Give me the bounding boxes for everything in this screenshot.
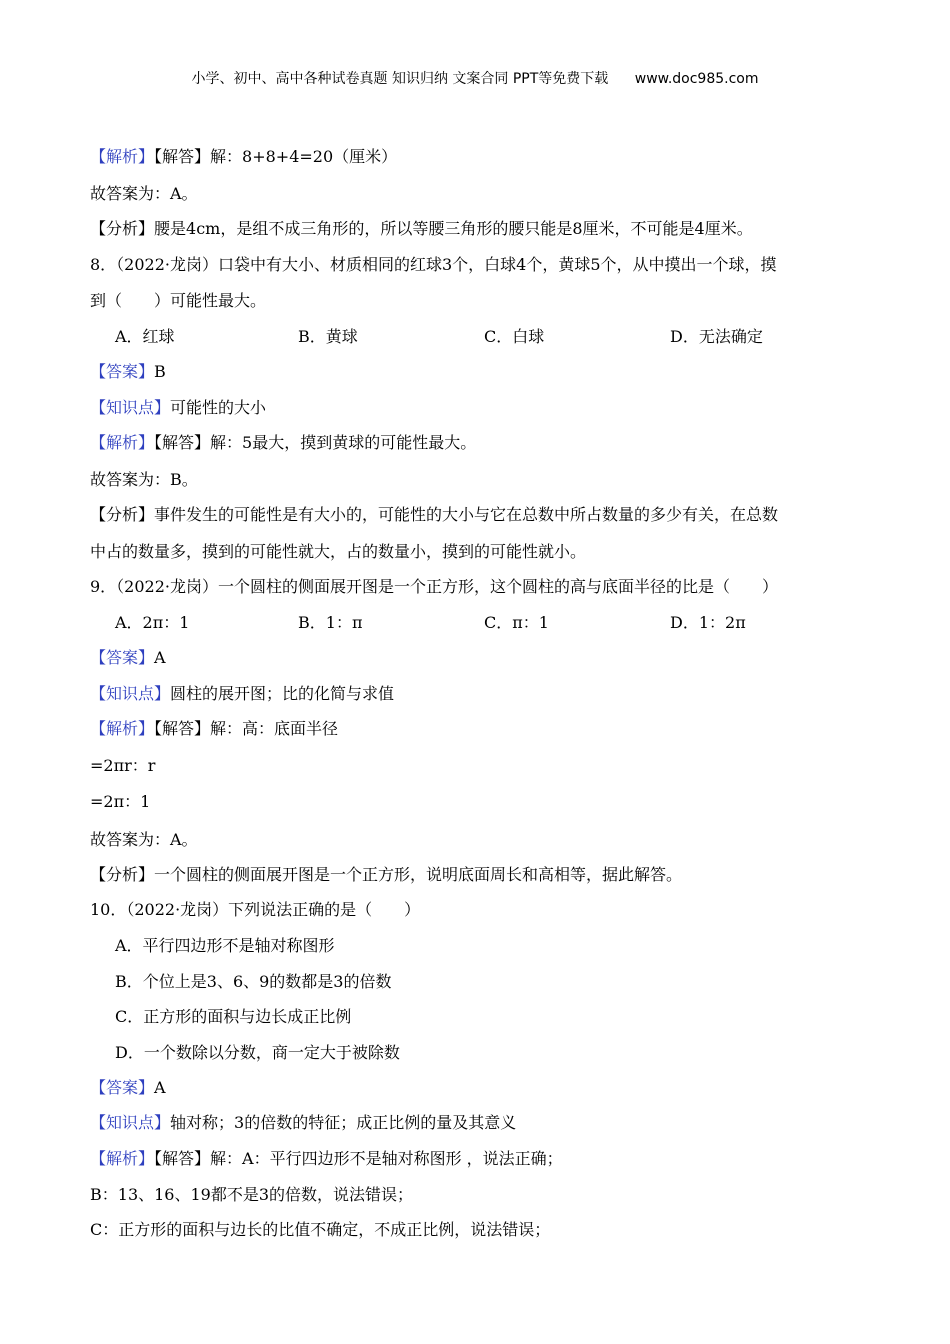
q9-answer: A <box>154 648 166 667</box>
q10-zhishidian-line <box>90 1112 516 1134</box>
q9-step1: =2πr：r <box>90 756 156 775</box>
q9-jiexi-line <box>90 718 338 740</box>
q10-stem: 10．（2022·龙岗）下列说法正确的是（ ） <box>90 900 421 919</box>
q9-fenxi-line <box>90 864 682 886</box>
zhishidian-tag: 【知识点】 <box>90 398 171 417</box>
jieda-tag: 【解答】 <box>154 147 211 166</box>
page-header <box>0 68 950 88</box>
q9-zhishidian-line <box>90 683 394 705</box>
q8-option-b: B．黄球 <box>298 327 358 346</box>
jiexi-tag: 【解析】 <box>90 433 155 452</box>
q8-zhishidian-line <box>90 397 266 419</box>
header-site-link[interactable]: www.doc985.com <box>634 71 759 87</box>
q8-option-c: C．白球 <box>484 327 545 346</box>
q7-fenxi-text: 腰是4cm，是组不成三角形的，所以等腰三角形的腰只能是8厘米，不可能是4厘米。 <box>154 219 753 238</box>
q8-guda: 故答案为：B。 <box>90 470 198 489</box>
q10-zhishidian: 轴对称；3的倍数的特征；成正比例的量及其意义 <box>170 1113 517 1132</box>
header-text: 小学、初中、高中各种试卷真题 知识归纳 文案合同 PPT等免费下载 <box>191 71 609 87</box>
q10-answer: A <box>154 1078 166 1097</box>
zhishidian-tag: 【知识点】 <box>90 684 171 703</box>
q9-jiexi-text: 解：高：底面半径 <box>210 719 339 738</box>
q10-line-c: C：正方形的面积与边长的比值不确定，不成正比例，说法错误； <box>90 1220 551 1239</box>
q8-option-a: A．红球 <box>115 327 175 346</box>
q10-option-c: C．正方形的面积与边长成正比例 <box>115 1007 352 1026</box>
q8-answer-line <box>90 361 166 383</box>
jieda-tag: 【解答】 <box>154 1149 211 1168</box>
q9-option-a: A．2π：1 <box>115 613 190 632</box>
jiexi-tag: 【解析】 <box>90 719 155 738</box>
q7-fenxi-line <box>90 218 753 240</box>
q9-zhishidian: 圆柱的展开图；比的化简与求值 <box>170 684 395 703</box>
q7-jiexi-text: 解：8+8+4=20（厘米） <box>210 147 398 166</box>
q8-fenxi-line1 <box>90 504 778 526</box>
q9-answer-line <box>90 647 166 669</box>
jieda-tag: 【解答】 <box>154 433 211 452</box>
q9-guda: 故答案为：A。 <box>90 830 198 849</box>
q10-answer-line <box>90 1077 166 1099</box>
q8-stem-line1: 8．（2022·龙岗）口袋中有大小、材质相同的红球3个，白球4个，黄球5个，从中摸出一个球，摸 <box>90 255 777 274</box>
daan-tag: 【答案】 <box>90 648 155 667</box>
q8-fenxi-text1: 事件发生的可能性是有大小的，可能性的大小与它在总数中所占数量的多少有关，在总数 <box>154 505 779 524</box>
q10-option-b: B．个位上是3、6、9的数都是3的倍数 <box>115 972 392 991</box>
q10-line-b: B：13、16、19都不是3的倍数，说法错误； <box>90 1185 414 1204</box>
q8-jiexi-text: 解：5最大，摸到黄球的可能性最大。 <box>210 433 477 452</box>
q8-zhishidian: 可能性的大小 <box>170 398 267 417</box>
q9-option-c: C．π：1 <box>484 613 549 632</box>
fenxi-tag: 【分析】 <box>90 865 155 884</box>
q10-jiexi-text: 解：A：平行四边形不是轴对称图形 ，说法正确； <box>210 1149 563 1168</box>
fenxi-tag: 【分析】 <box>90 505 155 524</box>
jiexi-tag: 【解析】 <box>90 147 155 166</box>
q10-option-a: A．平行四边形不是轴对称图形 <box>115 936 335 955</box>
jieda-tag: 【解答】 <box>154 719 211 738</box>
q9-option-d: D．1：2π <box>670 613 746 632</box>
q8-answer: B <box>154 362 166 381</box>
daan-tag: 【答案】 <box>90 362 155 381</box>
q8-option-d: D．无法确定 <box>670 327 763 346</box>
q8-jiexi-line <box>90 432 476 454</box>
q8-fenxi-line2: 中占的数量多，摸到的可能性就大，占的数量小，摸到的可能性就小。 <box>90 542 587 561</box>
q9-stem: 9．（2022·龙岗）一个圆柱的侧面展开图是一个正方形，这个圆柱的高与底面半径的比是（ ） <box>90 577 778 596</box>
q7-jiexi-line <box>90 146 397 168</box>
q10-option-d: D．一个数除以分数，商一定大于被除数 <box>115 1043 400 1062</box>
q9-option-b: B．1：π <box>298 613 363 632</box>
zhishidian-tag: 【知识点】 <box>90 1113 171 1132</box>
daan-tag: 【答案】 <box>90 1078 155 1097</box>
fenxi-tag: 【分析】 <box>90 219 155 238</box>
q9-fenxi-text: 一个圆柱的侧面展开图是一个正方形，说明底面周长和高相等，据此解答。 <box>154 865 683 884</box>
q9-step2: =2π：1 <box>90 792 151 811</box>
q8-stem-line2: 到（ ）可能性最大。 <box>90 291 267 310</box>
jiexi-tag: 【解析】 <box>90 1149 155 1168</box>
q10-jiexi-line <box>90 1148 563 1170</box>
q7-guda: 故答案为：A。 <box>90 184 198 203</box>
